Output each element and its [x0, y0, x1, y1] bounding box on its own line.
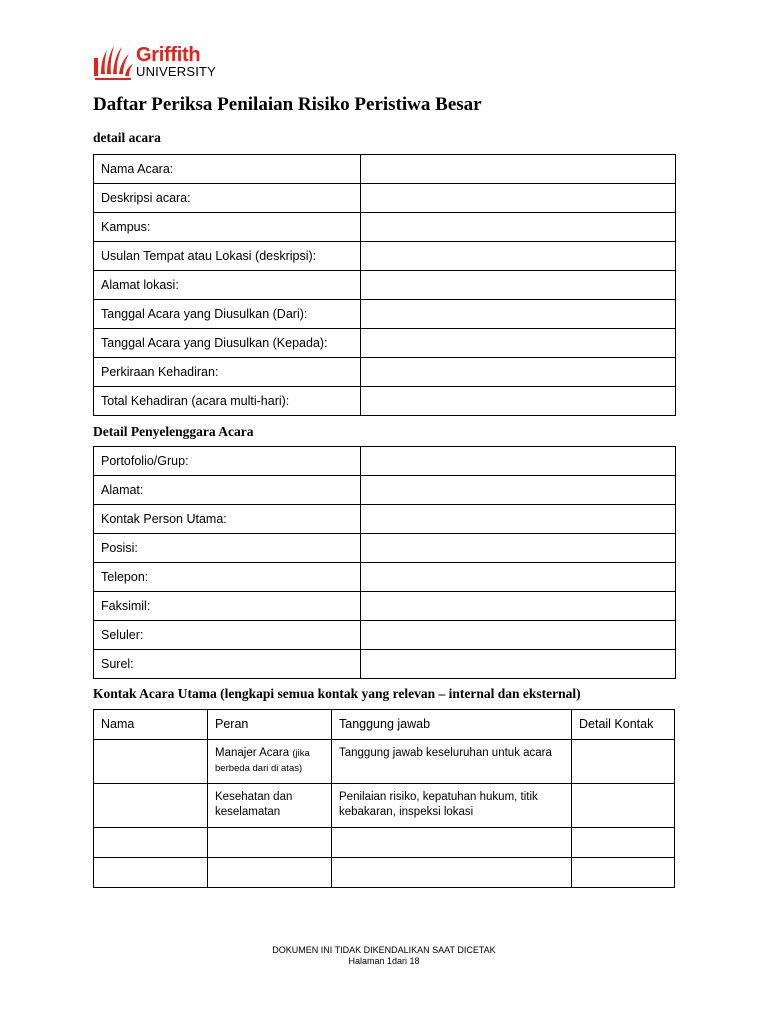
contact-responsibility-cell: Tanggung jawab keseluruhan untuk acara — [332, 740, 572, 784]
column-header-role: Peran — [208, 710, 332, 740]
field-label: Deskripsi acara: — [94, 184, 361, 213]
field-value[interactable] — [361, 563, 676, 592]
logo-subtitle: UNIVERSITY — [136, 64, 217, 79]
field-label: Telepon: — [94, 563, 361, 592]
event-details-table — [93, 154, 676, 416]
contact-role-cell — [208, 784, 332, 828]
form-row — [94, 329, 676, 358]
field-label: Kampus: — [94, 213, 361, 242]
field-label: Surel: — [94, 650, 361, 679]
contact-name-cell[interactable] — [94, 828, 208, 858]
contact-details-cell[interactable] — [572, 858, 675, 888]
field-value[interactable] — [361, 476, 676, 505]
form-row — [94, 650, 676, 679]
field-label: Portofolio/Grup: — [94, 447, 361, 476]
contact-row — [94, 740, 675, 784]
logo-name: Griffith — [136, 44, 201, 66]
column-header-name: Nama — [94, 710, 208, 740]
contacts-header-row — [94, 710, 675, 740]
contact-responsibility-cell — [332, 828, 572, 858]
field-label: Perkiraan Kehadiran: — [94, 358, 361, 387]
field-value[interactable] — [361, 358, 676, 387]
field-value[interactable] — [361, 213, 676, 242]
field-value[interactable] — [361, 534, 676, 563]
field-label: Alamat lokasi: — [94, 271, 361, 300]
organizer-details-heading: Detail Penyelenggara Acara — [93, 424, 254, 439]
contact-name-cell[interactable] — [94, 740, 208, 784]
form-row — [94, 358, 676, 387]
field-value[interactable] — [361, 447, 676, 476]
form-row — [94, 387, 676, 416]
contacts-table — [93, 709, 675, 888]
form-row — [94, 300, 676, 329]
form-row — [94, 563, 676, 592]
column-header-responsibility: Tanggung jawab — [332, 710, 572, 740]
contact-responsibility-cell — [332, 858, 572, 888]
field-value[interactable] — [361, 271, 676, 300]
role-label: Kesehatan dan keselamatan — [215, 791, 293, 818]
form-row — [94, 213, 676, 242]
form-row — [94, 476, 676, 505]
field-value[interactable] — [361, 329, 676, 358]
contact-name-cell[interactable] — [94, 858, 208, 888]
field-label: Tanggal Acara yang Diusulkan (Kepada): — [94, 329, 361, 358]
field-value[interactable] — [361, 184, 676, 213]
griffith-logo — [93, 44, 238, 80]
field-label: Posisi: — [94, 534, 361, 563]
form-row — [94, 592, 676, 621]
field-value[interactable] — [361, 650, 676, 679]
contact-row — [94, 784, 675, 828]
griffith-logo-mark-icon — [93, 44, 133, 80]
field-value[interactable] — [361, 621, 676, 650]
form-row — [94, 534, 676, 563]
form-row — [94, 242, 676, 271]
organizer-details-table — [93, 446, 676, 679]
contact-row — [94, 858, 675, 888]
field-label: Seluler: — [94, 621, 361, 650]
field-label: Nama Acara: — [94, 155, 361, 184]
field-value[interactable] — [361, 505, 676, 534]
field-label: Total Kehadiran (acara multi-hari): — [94, 387, 361, 416]
event-details-heading: detail acara — [93, 130, 161, 145]
footer-page-number: Halaman 1dari 18 — [348, 956, 420, 966]
field-label: Usulan Tempat atau Lokasi (deskripsi): — [94, 242, 361, 271]
field-label: Tanggal Acara yang Diusulkan (Dari): — [94, 300, 361, 329]
contact-details-cell[interactable] — [572, 828, 675, 858]
footer-notice: DOKUMEN INI TIDAK DIKENDALIKAN SAAT DICETAK — [272, 945, 496, 955]
contact-role-cell — [208, 828, 332, 858]
contact-details-cell[interactable] — [572, 740, 675, 784]
form-row — [94, 621, 676, 650]
column-header-contact: Detail Kontak — [572, 710, 675, 740]
form-row — [94, 155, 676, 184]
role-label: Manajer Acara — [215, 747, 290, 759]
contact-role-cell — [208, 858, 332, 888]
form-row — [94, 447, 676, 476]
contact-row — [94, 828, 675, 858]
field-value[interactable] — [361, 155, 676, 184]
field-label: Faksimil: — [94, 592, 361, 621]
form-row — [94, 505, 676, 534]
contacts-heading: Kontak Acara Utama (lengkapi semua kontak yang relevan – internal dan eksternal) — [93, 686, 581, 701]
field-label: Kontak Person Utama: — [94, 505, 361, 534]
document-title: Daftar Periksa Penilaian Risiko Peristiwa Besar — [93, 94, 482, 115]
form-row — [94, 271, 676, 300]
field-value[interactable] — [361, 242, 676, 271]
field-value[interactable] — [361, 300, 676, 329]
field-value[interactable] — [361, 592, 676, 621]
contact-responsibility-cell: Penilaian risiko, kepatuhan hukum, titik kebakaran, inspeksi lokasi — [332, 784, 572, 828]
contact-details-cell[interactable] — [572, 784, 675, 828]
form-row — [94, 184, 676, 213]
contact-role-cell — [208, 740, 332, 784]
contact-name-cell[interactable] — [94, 784, 208, 828]
field-value[interactable] — [361, 387, 676, 416]
role-note: (jika berbeda dari di atas) — [215, 748, 310, 774]
field-label: Alamat: — [94, 476, 361, 505]
